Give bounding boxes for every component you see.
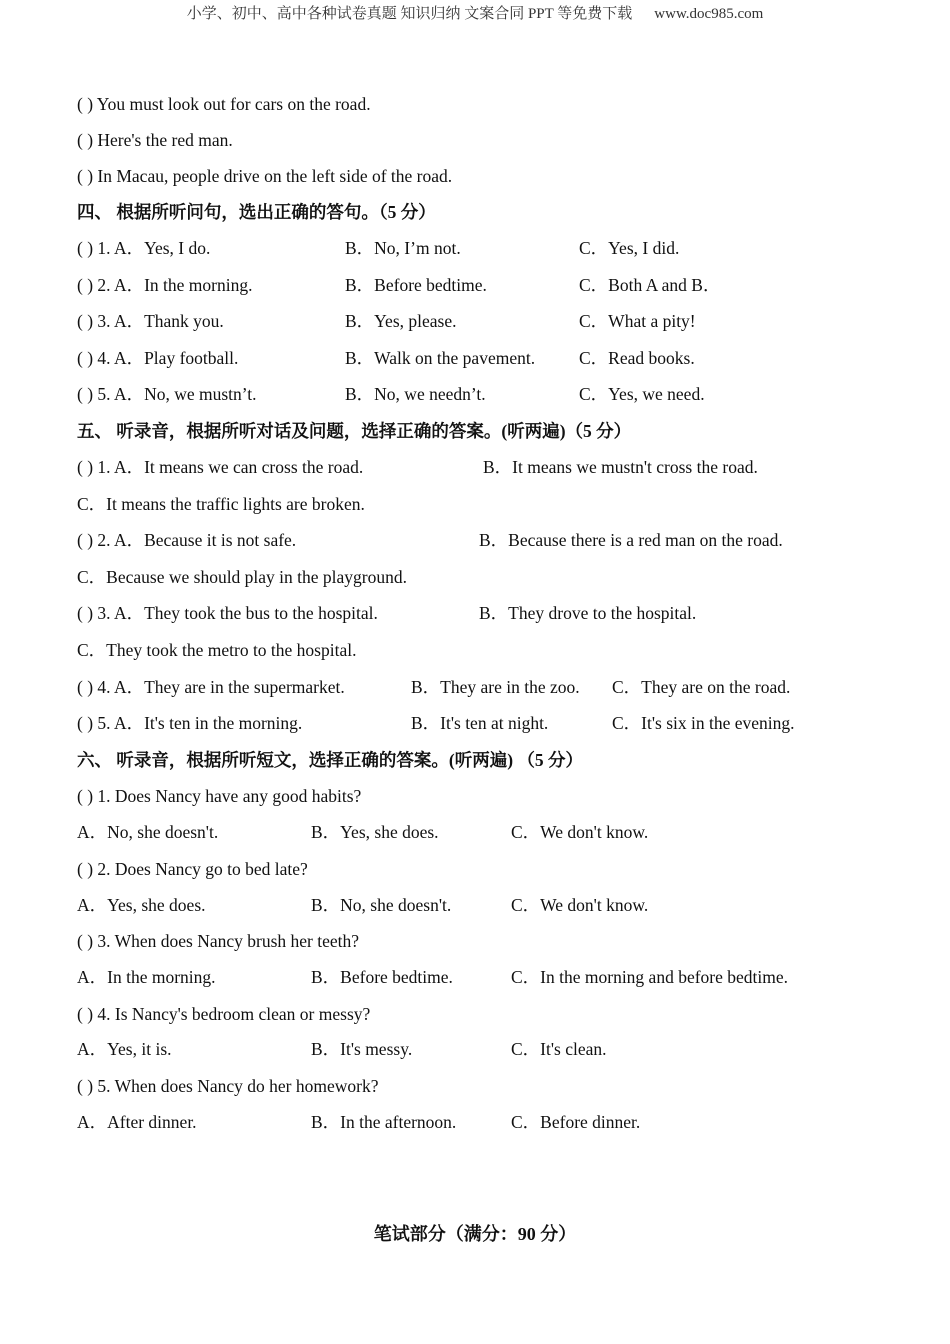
option-b: B．Yes, she does. — [311, 822, 439, 842]
options-line — [77, 966, 789, 988]
question-line — [77, 602, 697, 624]
question-text: ( ) 5. A．It's ten in the morning. — [77, 713, 303, 733]
question-text: ( ) 1. A．Yes, I do. — [77, 238, 211, 258]
options-line — [77, 1111, 641, 1133]
question-text: ( ) 3. A．They took the bus to the hospital. — [77, 603, 378, 623]
option-b: B．No, she doesn't. — [311, 895, 452, 915]
question-line — [77, 237, 680, 259]
question-line — [77, 676, 791, 698]
page-header — [0, 2, 950, 23]
question-text: ( ) 4. A．They are in the supermarket. — [77, 677, 345, 697]
question-line — [77, 712, 795, 734]
option-b: B．Walk on the pavement. — [345, 348, 536, 368]
question-text: ( ) 4. Is Nancy's bedroom clean or messy? — [77, 1004, 371, 1024]
question-line — [77, 347, 695, 369]
section-title: 五、 听录音，根据所听对话及问题，选择正确的答案。(听两遍)（5 分） — [77, 421, 632, 441]
option-c: C．Yes, we need. — [579, 384, 705, 404]
question-text: ( ) 3. A．Thank you. — [77, 311, 224, 331]
option-a: A．Yes, it is. — [77, 1039, 172, 1059]
option-b: B．It's messy. — [311, 1039, 413, 1059]
question-text: ( ) 4. A．Play football. — [77, 348, 239, 368]
option-c: C．What a pity! — [579, 311, 696, 331]
option-c: C．It's clean. — [511, 1039, 607, 1059]
section-title: 四、 根据所听问句，选出正确的答句。（5 分） — [77, 202, 436, 222]
question-text: ( ) 2. A．Because it is not safe. — [77, 530, 297, 550]
header-url: www.doc985.com — [654, 6, 764, 22]
option-a: A．No, she doesn't. — [77, 822, 219, 842]
question-line — [77, 456, 758, 478]
option-c: C．It means the traffic lights are broken. — [77, 494, 365, 514]
option-c: C．Because we should play in the playground. — [77, 567, 408, 587]
option-c: C．We don't know. — [511, 895, 649, 915]
option-a: A．After dinner. — [77, 1112, 197, 1132]
written-part-title: 笔试部分（满分：90 分） — [373, 1224, 577, 1244]
option-b: B．It's ten at night. — [411, 713, 549, 733]
option-b: B．It means we mustn't cross the road. — [483, 457, 758, 477]
option-c: C．They are on the road. — [612, 677, 791, 697]
option-b: B．Because there is a red man on the road. — [479, 530, 783, 550]
options-line — [77, 821, 649, 843]
option-a: A．In the morning. — [77, 967, 216, 987]
option-b: B．They drove to the hospital. — [479, 603, 697, 623]
question-text: ( ) 2. Does Nancy go to bed late? — [77, 859, 308, 879]
question-line: ( ) You must look out for cars on the road. — [77, 94, 371, 114]
header-text: 小学、初中、高中各种试卷真题 知识归纳 文案合同 PPT 等免费下载 — [186, 6, 633, 22]
option-b: B．No, we needn’t. — [345, 384, 486, 404]
option-c: C．It's six in the evening. — [612, 713, 795, 733]
question-text: ( ) 1. A．It means we can cross the road. — [77, 457, 364, 477]
option-a: A．Yes, she does. — [77, 895, 206, 915]
question-line: ( ) In Macau, people drive on the left side of the road. — [77, 166, 453, 186]
question-line — [77, 383, 705, 405]
option-b: B．Before bedtime. — [345, 275, 487, 295]
question-line — [77, 529, 783, 551]
option-c: C．In the morning and before bedtime. — [511, 967, 789, 987]
options-line — [77, 1038, 607, 1060]
question-text: ( ) 5. A．No, we mustn’t. — [77, 384, 257, 404]
option-b: B．They are in the zoo. — [411, 677, 580, 697]
option-c: C．They took the metro to the hospital. — [77, 640, 357, 660]
option-c: C．We don't know. — [511, 822, 649, 842]
question-text: ( ) 2. A．In the morning. — [77, 275, 253, 295]
question-line — [77, 274, 721, 296]
option-b: B．No, I’m not. — [345, 238, 461, 258]
question-text: ( ) 3. When does Nancy brush her teeth? — [77, 931, 360, 951]
option-c: C．Read books. — [579, 348, 695, 368]
option-c: C．Both A and B． — [579, 275, 721, 295]
option-c: C．Yes, I did. — [579, 238, 680, 258]
section-title: 六、 听录音，根据所听短文，选择正确的答案。(听两遍) （5 分） — [77, 750, 584, 770]
question-text: ( ) 5. When does Nancy do her homework? — [77, 1076, 379, 1096]
question-line — [77, 310, 696, 332]
option-c: C．Before dinner. — [511, 1112, 641, 1132]
question-line: ( ) Here's the red man. — [77, 130, 233, 150]
option-b: B．Before bedtime. — [311, 967, 453, 987]
options-line — [77, 894, 649, 916]
option-b: B．In the afternoon. — [311, 1112, 457, 1132]
question-text: ( ) 1. Does Nancy have any good habits? — [77, 786, 362, 806]
option-b: B．Yes, please. — [345, 311, 457, 331]
